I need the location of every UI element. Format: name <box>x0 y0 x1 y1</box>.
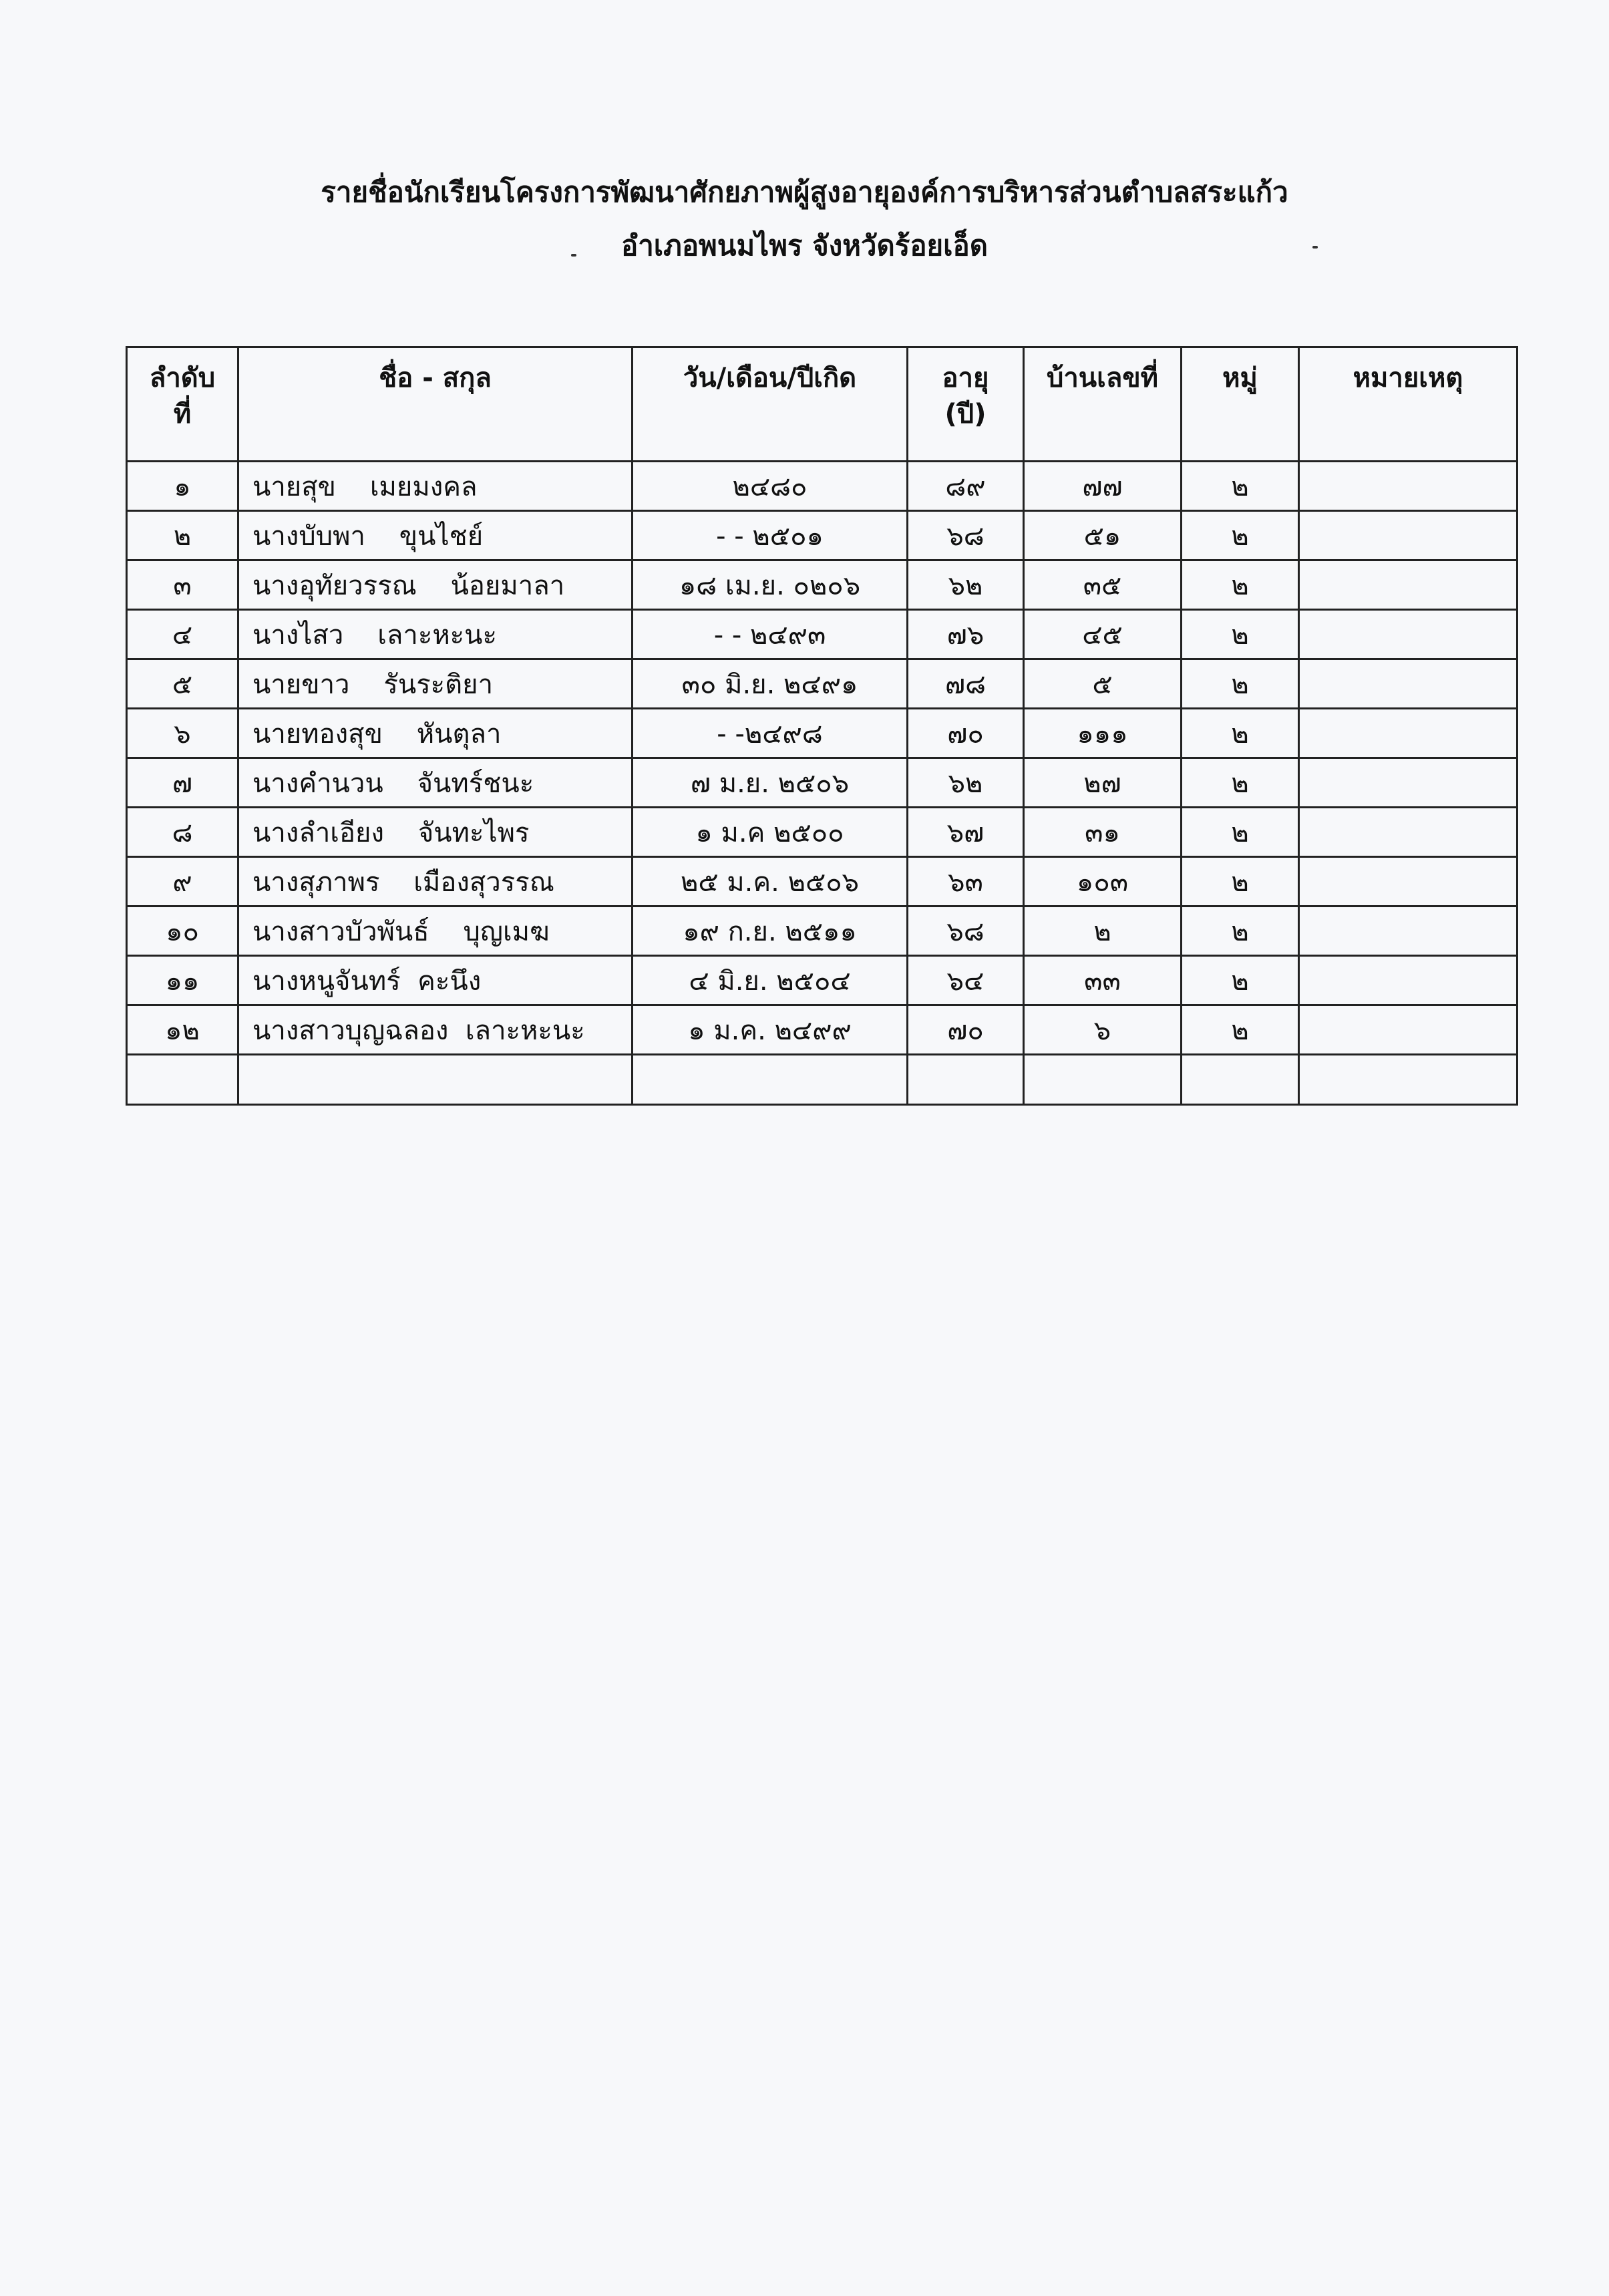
student-roster-table <box>126 346 1518 1106</box>
cell-no: ๙ <box>127 857 238 907</box>
cell-house: ๑๐๓ <box>1024 857 1182 907</box>
header-moo: หมู่ <box>1182 347 1299 462</box>
cell-dob: ๗ ม.ย. ๒๕๐๖ <box>633 758 908 808</box>
header-name: ชื่อ - สกุล <box>238 347 633 462</box>
cell-house: ๔๕ <box>1024 610 1182 659</box>
cell-no: ๖ <box>127 709 238 758</box>
cell-no: ๑๑ <box>127 956 238 1005</box>
cell-moo: ๒ <box>1182 610 1299 659</box>
cell-age: ๖๘ <box>908 907 1024 956</box>
cell-name: นายทองสุข หันตุลา <box>238 709 633 758</box>
cell-dob: - - ๒๔๙๓ <box>633 610 908 659</box>
cell-age: ๗๐ <box>908 1005 1024 1055</box>
table-row <box>127 758 1517 808</box>
cell-empty <box>238 1055 633 1105</box>
cell-no: ๑๐ <box>127 907 238 956</box>
cell-name: นางอุทัยวรรณ น้อยมาลา <box>238 560 633 610</box>
table-row <box>127 1005 1517 1055</box>
cell-house: ๓๕ <box>1024 560 1182 610</box>
table-row <box>127 956 1517 1005</box>
cell-no: ๕ <box>127 659 238 709</box>
table-row <box>127 709 1517 758</box>
cell-remark <box>1299 1005 1517 1055</box>
cell-moo: ๒ <box>1182 758 1299 808</box>
cell-remark <box>1299 709 1517 758</box>
table-row <box>127 610 1517 659</box>
table-row <box>127 857 1517 907</box>
cell-dob: ๑ ม.ค. ๒๔๙๙ <box>633 1005 908 1055</box>
cell-age: ๗๘ <box>908 659 1024 709</box>
cell-age: ๖๒ <box>908 560 1024 610</box>
cell-moo: ๒ <box>1182 808 1299 857</box>
cell-dob: ๓๐ มิ.ย. ๒๔๙๑ <box>633 659 908 709</box>
cell-age: ๖๒ <box>908 758 1024 808</box>
cell-name: นางสุภาพร เมืองสุวรรณ <box>238 857 633 907</box>
cell-no: ๑ <box>127 462 238 511</box>
cell-empty <box>127 1055 238 1105</box>
cell-house: ๓๓ <box>1024 956 1182 1005</box>
cell-dob: ๔ มิ.ย. ๒๕๐๔ <box>633 956 908 1005</box>
cell-empty <box>908 1055 1024 1105</box>
table-row <box>127 659 1517 709</box>
cell-age: ๖๓ <box>908 857 1024 907</box>
cell-remark <box>1299 610 1517 659</box>
table-row <box>127 907 1517 956</box>
header-age-line1: อายุ <box>942 363 989 393</box>
table-header-row <box>127 347 1517 462</box>
cell-house: ๒ <box>1024 907 1182 956</box>
document-title: รายชื่อนักเรียนโครงการพัฒนาศักยภาพผู้สูงอายุองค์การบริหารส่วนตำบลสระแก้ว <box>321 176 1288 208</box>
cell-remark <box>1299 511 1517 560</box>
cell-name: นายสุข เมยมงคล <box>238 462 633 511</box>
cell-remark <box>1299 462 1517 511</box>
stray-mark <box>1312 246 1318 249</box>
cell-house: ๕๑ <box>1024 511 1182 560</box>
cell-age: ๗๖ <box>908 610 1024 659</box>
cell-age: ๖๔ <box>908 956 1024 1005</box>
header-dob: วัน/เดือน/ปีเกิด <box>633 347 908 462</box>
cell-no: ๔ <box>127 610 238 659</box>
cell-name: นายขาว รันระติยา <box>238 659 633 709</box>
cell-remark <box>1299 956 1517 1005</box>
cell-moo: ๒ <box>1182 1005 1299 1055</box>
cell-dob: ๑๘ เม.ย. ๐๒๐๖ <box>633 560 908 610</box>
cell-age: ๘๙ <box>908 462 1024 511</box>
header-age-line2: (ปี) <box>944 399 987 430</box>
cell-no: ๘ <box>127 808 238 857</box>
header-remark: หมายเหตุ <box>1299 347 1517 462</box>
cell-dob: - -๒๔๙๘ <box>633 709 908 758</box>
cell-house: ๕ <box>1024 659 1182 709</box>
cell-house: ๑๑๑ <box>1024 709 1182 758</box>
table-row <box>127 462 1517 511</box>
cell-remark <box>1299 857 1517 907</box>
cell-age: ๖๘ <box>908 511 1024 560</box>
cell-name: นางคำนวน จันทร์ชนะ <box>238 758 633 808</box>
cell-no: ๗ <box>127 758 238 808</box>
table-row <box>127 511 1517 560</box>
cell-no: ๒ <box>127 511 238 560</box>
cell-remark <box>1299 907 1517 956</box>
cell-name: นางหนูจันทร์ คะนึง <box>238 956 633 1005</box>
cell-empty <box>633 1055 908 1105</box>
cell-dob: ๑ ม.ค ๒๕๐๐ <box>633 808 908 857</box>
cell-remark <box>1299 808 1517 857</box>
cell-house: ๒๗ <box>1024 758 1182 808</box>
cell-dob: ๒๔๘๐ <box>633 462 908 511</box>
header-house: บ้านเลขที่ <box>1024 347 1182 462</box>
cell-name: นางบับพา ขุนไชย์ <box>238 511 633 560</box>
cell-dob: ๑๙ ก.ย. ๒๕๑๑ <box>633 907 908 956</box>
cell-dob: ๒๕ ม.ค. ๒๕๐๖ <box>633 857 908 907</box>
cell-remark <box>1299 560 1517 610</box>
table-row <box>127 808 1517 857</box>
document-subtitle: อำเภอพนมไพร จังหวัดร้อยเอ็ด <box>620 229 989 262</box>
cell-name: นางสาวบัวพันธ์ บุญเมฆ <box>238 907 633 956</box>
cell-moo: ๒ <box>1182 511 1299 560</box>
cell-dob: - - ๒๕๐๑ <box>633 511 908 560</box>
cell-name: นางสาวบุญฉลอง เลาะหะนะ <box>238 1005 633 1055</box>
cell-empty <box>1182 1055 1299 1105</box>
cell-moo: ๒ <box>1182 560 1299 610</box>
cell-empty <box>1299 1055 1517 1105</box>
cell-name: นางลำเอียง จันทะไพร <box>238 808 633 857</box>
cell-house: ๓๑ <box>1024 808 1182 857</box>
header-age <box>908 347 1024 462</box>
cell-moo: ๒ <box>1182 709 1299 758</box>
table-row-empty <box>127 1055 1517 1105</box>
cell-name: นางไสว เลาะหะนะ <box>238 610 633 659</box>
cell-remark <box>1299 659 1517 709</box>
cell-moo: ๒ <box>1182 956 1299 1005</box>
header-no: ลำดับที่ <box>127 347 238 462</box>
cell-remark <box>1299 758 1517 808</box>
table-row <box>127 560 1517 610</box>
cell-house: ๖ <box>1024 1005 1182 1055</box>
cell-moo: ๒ <box>1182 857 1299 907</box>
cell-no: ๓ <box>127 560 238 610</box>
cell-empty <box>1024 1055 1182 1105</box>
cell-age: ๖๗ <box>908 808 1024 857</box>
cell-moo: ๒ <box>1182 659 1299 709</box>
cell-moo: ๒ <box>1182 907 1299 956</box>
stray-mark <box>571 254 576 257</box>
cell-moo: ๒ <box>1182 462 1299 511</box>
cell-age: ๗๐ <box>908 709 1024 758</box>
cell-no: ๑๒ <box>127 1005 238 1055</box>
cell-house: ๗๗ <box>1024 462 1182 511</box>
